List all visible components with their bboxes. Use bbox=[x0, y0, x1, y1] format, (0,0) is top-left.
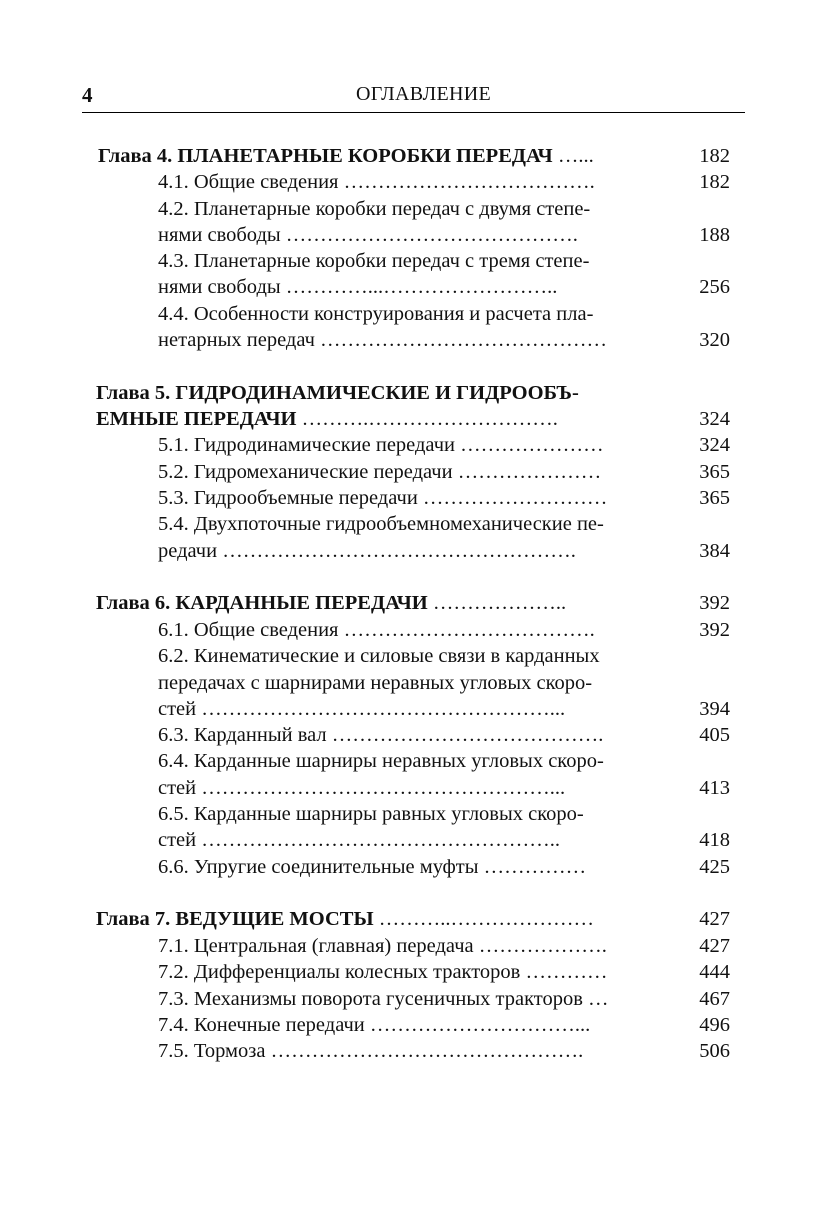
toc-item-5-1: 5.1. Гидродинамические передачи ………………… bbox=[158, 434, 604, 456]
toc-page: 413 bbox=[699, 777, 730, 799]
toc-item-4-4-cont: нетарных передач …………………………………… bbox=[158, 329, 608, 351]
toc-item-5-4: 5.4. Двухпоточные гидрообъемномеханические пе- bbox=[158, 513, 604, 535]
toc-item-7-3: 7.3. Механизмы поворота гусеничных тракторов … bbox=[158, 988, 609, 1010]
toc-item-6-4: 6.4. Карданные шарниры неравных угловых скоро- bbox=[158, 750, 604, 772]
toc-item-6-6: 6.6. Упругие соединительные муфты …………… bbox=[158, 856, 587, 878]
toc-page: 405 bbox=[699, 724, 730, 746]
toc-item-6-2-cont: передачах с шарнирами неравных угловых скоро- bbox=[158, 672, 593, 694]
toc-page: 182 bbox=[699, 171, 730, 193]
toc-page: 320 bbox=[699, 329, 730, 351]
toc-item-4-2-cont: нями свободы ……………………………………. bbox=[158, 224, 578, 246]
toc-chapter-7: Глава 7. ВЕДУЩИЕ МОСТЫ ………..………………… bbox=[96, 908, 594, 930]
toc-page: 425 bbox=[699, 856, 730, 878]
toc-page: 365 bbox=[699, 487, 730, 509]
toc-page: 365 bbox=[699, 461, 730, 483]
toc-page: 324 bbox=[699, 408, 730, 430]
toc-item-7-5: 7.5. Тормоза ………………………………………. bbox=[158, 1040, 584, 1062]
toc-chapter-4: Глава 4. ПЛАНЕТАРНЫЕ КОРОБКИ ПЕРЕДАЧ …... bbox=[98, 145, 594, 167]
toc-page: 392 bbox=[699, 592, 730, 614]
running-title: ОГЛАВЛЕНИЕ bbox=[356, 83, 491, 105]
toc-item-4-3: 4.3. Планетарные коробки передач с тремя степе- bbox=[158, 250, 590, 272]
toc-item-6-2: 6.2. Кинематические и силовые связи в карданных bbox=[158, 645, 600, 667]
toc-page: 188 bbox=[699, 224, 730, 246]
toc-item-7-1: 7.1. Центральная (главная) передача ………………. bbox=[158, 935, 607, 957]
toc-item-4-1: 4.1. Общие сведения ………………………………. bbox=[158, 171, 595, 193]
toc-item-7-2: 7.2. Дифференциалы колесных тракторов ………… bbox=[158, 961, 608, 983]
toc-item-6-5-cont: стей …………………………………………….. bbox=[158, 829, 561, 851]
toc-item-6-2-cont2: стей ……………………………………………... bbox=[158, 698, 566, 720]
toc-item-4-2: 4.2. Планетарные коробки передач с двумя степе- bbox=[158, 198, 591, 220]
toc-item-6-5: 6.5. Карданные шарниры равных угловых скоро- bbox=[158, 803, 584, 825]
page-header bbox=[82, 80, 745, 113]
toc-page: 427 bbox=[699, 908, 730, 930]
toc-page: 506 bbox=[699, 1040, 730, 1062]
toc-item-6-4-cont: стей ……………………………………………... bbox=[158, 777, 566, 799]
page-number: 4 bbox=[82, 83, 93, 107]
toc-page: 394 bbox=[699, 698, 730, 720]
toc-chapter-5: Глава 5. ГИДРОДИНАМИЧЕСКИЕ И ГИДРООБЪ- bbox=[96, 382, 579, 404]
toc-item-6-1: 6.1. Общие сведения ………………………………. bbox=[158, 619, 595, 641]
toc-page: 256 bbox=[699, 276, 730, 298]
toc-item-4-3-cont: нями свободы …………...…………………….. bbox=[158, 276, 558, 298]
toc-page: 418 bbox=[699, 829, 730, 851]
toc-page: 324 bbox=[699, 434, 730, 456]
toc-page: 392 bbox=[699, 619, 730, 641]
toc-item-5-3: 5.3. Гидрообъемные передачи ……………………… bbox=[158, 487, 608, 509]
toc-page: 182 bbox=[699, 145, 730, 167]
toc-page: 444 bbox=[699, 961, 730, 983]
toc-item-5-2: 5.2. Гидромеханические передачи ………………… bbox=[158, 461, 602, 483]
toc-page: 427 bbox=[699, 935, 730, 957]
toc-page: 384 bbox=[699, 540, 730, 562]
toc-page: 467 bbox=[699, 988, 730, 1010]
toc-item-5-4-cont: редачи ……………………………………………. bbox=[158, 540, 576, 562]
toc-item-6-3: 6.3. Карданный вал …………………………………. bbox=[158, 724, 604, 746]
toc-item-4-4: 4.4. Особенности конструирования и расчета пла- bbox=[158, 303, 594, 325]
toc-page: 496 bbox=[699, 1014, 730, 1036]
toc-item-7-4: 7.4. Конечные передачи …………………………... bbox=[158, 1014, 591, 1036]
toc-chapter-6: Глава 6. КАРДАННЫЕ ПЕРЕДАЧИ ……………….. bbox=[96, 592, 567, 614]
toc-chapter-5-cont: ЕМНЫЕ ПЕРЕДАЧИ ……….………………………. bbox=[96, 408, 558, 430]
